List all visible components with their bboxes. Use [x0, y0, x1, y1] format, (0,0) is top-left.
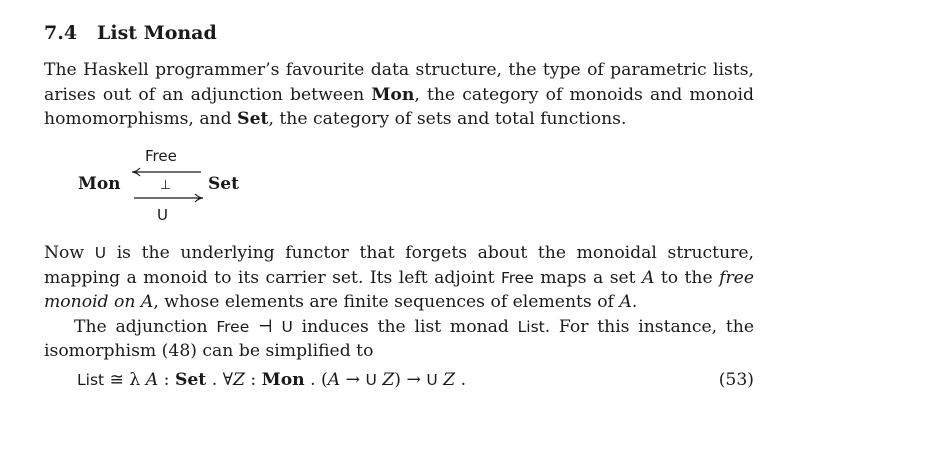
eq-var-z: Z	[233, 370, 245, 390]
text-line: The Haskell programmer’s favourite data structure, the type of parametric lists,	[44, 60, 754, 80]
eq-colon: :	[158, 370, 175, 390]
eq-colon: :	[244, 370, 262, 390]
adjunction-diagram	[44, 146, 754, 246]
dashv-symbol: ⊣	[249, 316, 282, 337]
functor-free: Free	[500, 268, 534, 287]
text-line	[44, 290, 754, 315]
diagram-top-label: Free	[145, 147, 177, 165]
emph-monoid-on-a: monoid on A	[44, 292, 154, 312]
text-run: mapping a monoid to its carrier set. Its left adjoint	[44, 267, 501, 288]
eq-period: .	[455, 370, 467, 390]
text-run: , whose elements are finite sequences of elements of	[153, 292, 620, 312]
text-line	[44, 107, 754, 132]
adjoint-symbol: ⊥	[160, 178, 172, 193]
eq-u: U	[365, 371, 377, 389]
text-run: maps a set	[533, 267, 643, 288]
paragraph-underlying-functor	[44, 241, 754, 364]
category-set: Set	[237, 109, 269, 129]
eq-mon: Mon	[261, 370, 305, 390]
diagram-right-object: Set	[208, 174, 239, 194]
eq-cong-lambda: ≅ λ	[104, 370, 146, 390]
eq-var-z: Z	[437, 370, 456, 390]
eq-u: U	[426, 371, 438, 389]
text-run: .	[631, 292, 638, 312]
monad-list: List	[517, 317, 545, 336]
text-line: isomorphism (48) can be simplified to	[44, 341, 374, 361]
functor-free: Free	[216, 317, 250, 336]
text-run: to the	[654, 267, 720, 288]
text-run: , the category of sets and total functions.	[268, 109, 627, 129]
equation-body	[77, 370, 466, 390]
eq-forall: . ∀	[206, 370, 233, 390]
text-run: Now	[44, 243, 95, 263]
eq-var-a: A	[145, 370, 159, 390]
diagram-left-object: Mon	[78, 174, 121, 194]
text-run: induces the list monad	[292, 316, 518, 337]
adjunction-diagram-svg	[44, 146, 304, 246]
eq-var-a: A	[327, 370, 341, 390]
section-heading	[44, 18, 754, 48]
var-a: A	[642, 267, 655, 288]
functor-u: U	[281, 317, 293, 336]
var-a: A	[619, 292, 632, 312]
text-line	[44, 83, 754, 108]
paragraph-intro	[44, 58, 754, 132]
text-run: , the category of monoids and monoid	[414, 84, 754, 105]
eq-close-arrow: ) →	[394, 370, 427, 390]
diagram-bottom-label: U	[157, 206, 168, 224]
text-run: is the underlying functor that forgets about the monoidal structure,	[106, 243, 755, 263]
equation-53	[44, 370, 754, 400]
eq-arrow: →	[340, 370, 366, 390]
text-line	[44, 241, 754, 266]
text-line	[44, 266, 754, 291]
eq-list: List	[77, 371, 105, 389]
text-run: . For this instance, the	[544, 316, 754, 337]
section-number: 7.4	[44, 22, 78, 44]
eq-var-z: Z	[376, 370, 395, 390]
text-line	[44, 315, 754, 340]
eq-dot-paren: . (	[304, 370, 328, 390]
text-run: arises out of an adjunction between	[44, 84, 372, 105]
equation-number: (53)	[718, 370, 754, 390]
page	[44, 18, 755, 390]
functor-u: U	[94, 244, 107, 262]
section-title: List Monad	[97, 22, 217, 44]
text-run: The adjunction	[74, 316, 217, 337]
emph-free: free	[719, 267, 754, 288]
text-run: homomorphisms, and	[44, 109, 238, 129]
category-mon: Mon	[371, 84, 415, 105]
eq-set: Set	[174, 370, 207, 390]
